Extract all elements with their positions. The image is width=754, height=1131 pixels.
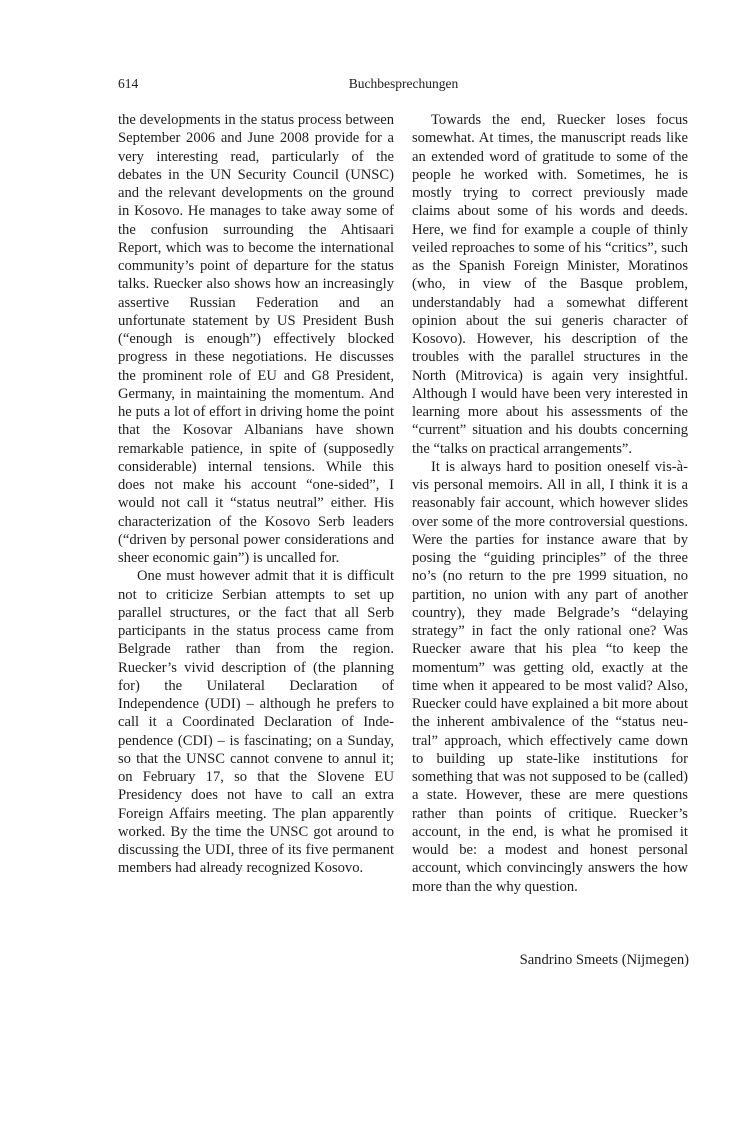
left-column: [118, 111, 394, 878]
paragraph: One must however admit that it is difficult not to criticize Serbian attempts to set up parallel structures, or the fact that all Serb participants in the status process came from Belgrade rather than from the region. Ruecker’s vivid description of (the planning for) the Unilateral Declaration of Independence (UDI) – although he prefers to call it a Coordinated Declaration of Independence (CDI) – is fascinating; on a Sunday, so that the UNSC cannot convene to annul it; on February 17, so that the Slovene EU Presidency does not have to call an extra Foreign Affairs meeting. The plan apparently worked. By the time the UNSC got around to discussing the UDI, three of its five permanent members had already recognized Kosovo.: [118, 568, 394, 877]
running-head: Buchbesprechungen: [348, 76, 459, 91]
page-header: [118, 76, 689, 96]
paragraph: the developments in the status process between September 2006 and June 2008 provide for a very interesting read, particularly of the debates in the UN Security Council (UNSC) and the relevant developments on the ground in Kosovo. He manages to take away some of the confusion surrounding the Ahtisaari Report, which was to become the international community’s point of departure for the status talks. Ruecker also shows how an increasingly assertive Russian Federation and an unfortunate statement by US President Bush (“enough is enough”) effectively blocked progress in these negotiations. He discusses the prominent role of EU and G8 President, Germany, in maintaining the momentum. And he puts a lot of effort in driving home the point that the Kosovar Albanians have shown remarkable patience, in spite of (supposedly considerable) internal tensions. While this does not make his account “one-sided”, I would not call it “status neutral” either. His characterization of the Kosovo Serb leaders (“driven by personal power considerations and sheer economic gain”) is uncalled for.: [118, 112, 394, 566]
right-column: [412, 111, 688, 896]
paragraph: Towards the end, Ruecker loses focus somewhat. At times, the manuscript reads like an extended word of gratitude to some of the people he worked with. Sometimes, he is mostly trying to correct previously made claims about some of his words and deeds. Here, we find for example a couple of thinly veiled reproaches to some of his “critics”, such as the Spanish Foreign Minister, Moratinos (who, in view of the Basque problem, understandably had a somewhat different opinion about the sui generis character of Kosovo). However, his description of the troubles with the parallel structures in the North (Mitrovica) is again very insightful. Although I would have been very interested in learning more about his assessments of the “current” situation and his doubts concerning the “talks on practical arrangements”.: [412, 112, 688, 457]
paragraph: It is always hard to position oneself vis-à-vis personal memoirs. All in all, I think it is a reasonably fair account, which however slides over some of the more controversial questions. Were the parties for instance aware that by posing the “guiding principles” of the three no’s (no return to the pre 1999 situation, no partition, no union with any part of another country), they made Belgrade’s “delaying strategy” in fact the only rational one? Was Ruecker aware that his plea “to keep the momentum” was getting old, exactly at the time when it appeared to be most valid? Also, Ruecker could have explained a bit more about the inherent ambivalence of the “status neutral” approach, which effectively came down to building up state-like institutions for something that was not supposed to be (called) a state. However, these are mere questions rather than points of critique. Ruecker’s account, in the end, is what he promised it would be: a modest and honest personal account, which convincingly answers the how more than the why question.: [412, 458, 688, 895]
reviewer-signature: Sandrino Smeets (Nijmegen): [519, 952, 689, 968]
page-number: 614: [118, 76, 139, 91]
